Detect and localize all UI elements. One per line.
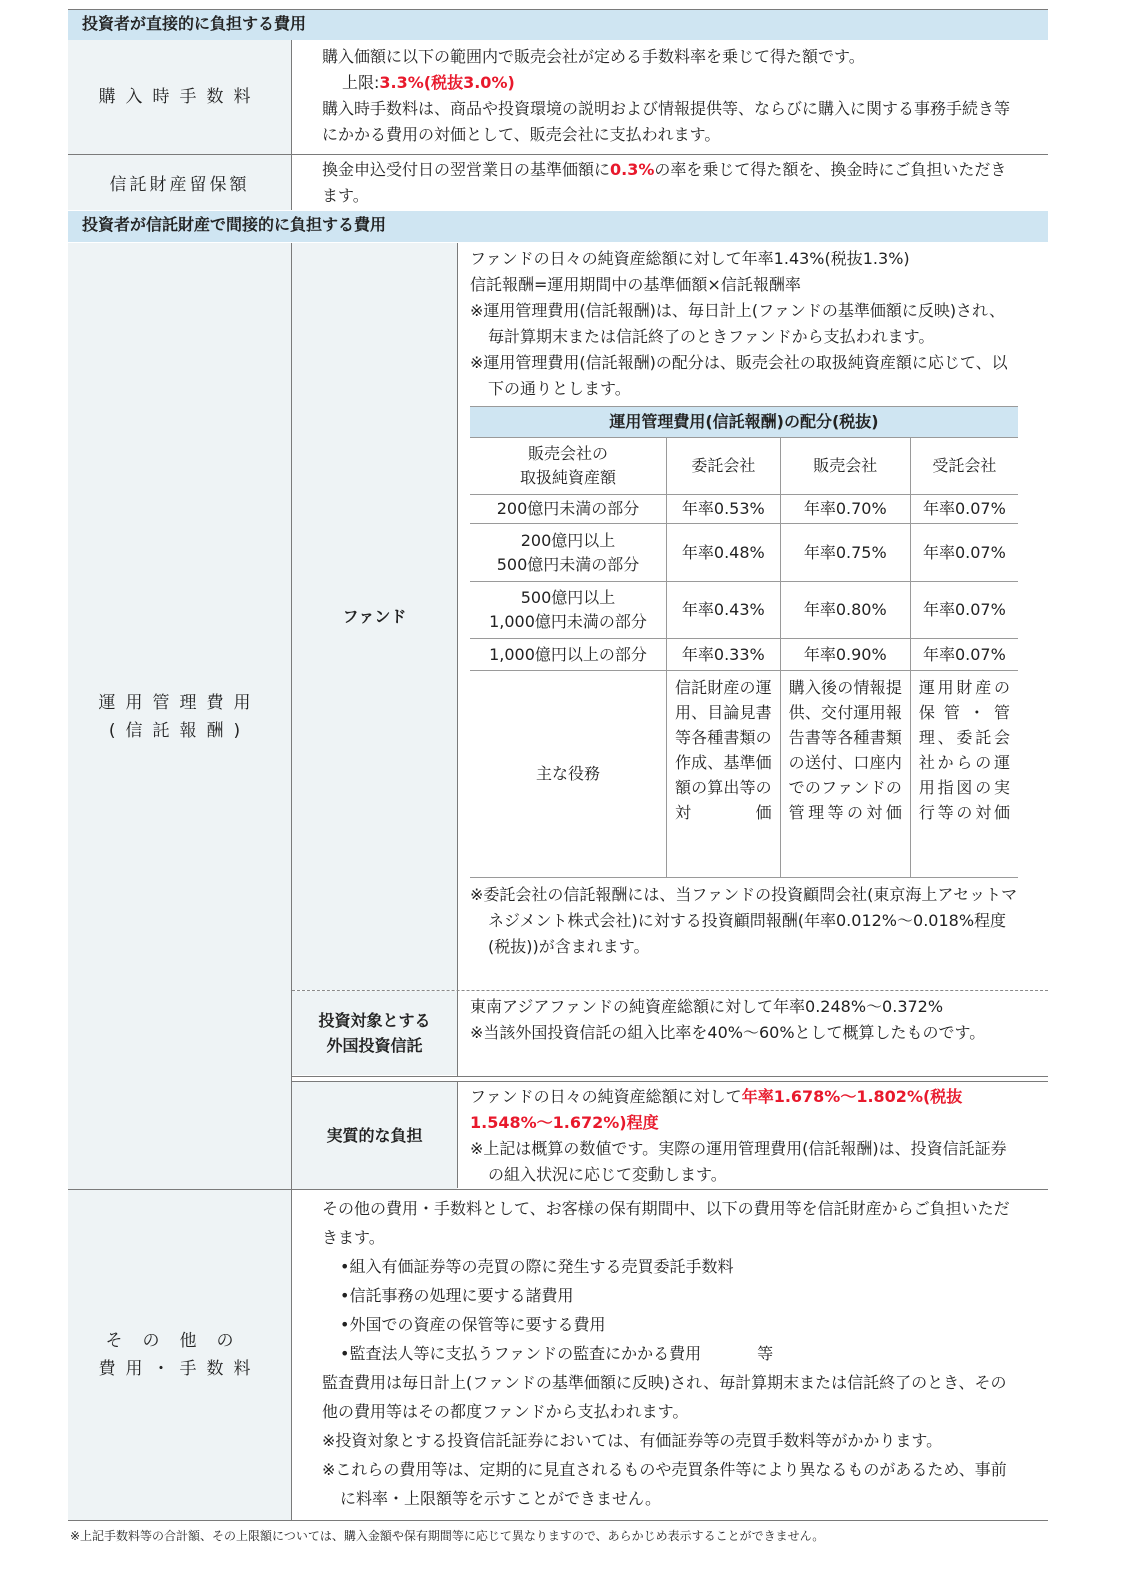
- retention-label: 信託財産留保額: [68, 155, 291, 210]
- limit-value: 3.3%(税抜3.0%): [379, 73, 515, 92]
- retention-text-b: の率を乗じて得た額を、換金時にご負担いただきます。: [322, 160, 1007, 205]
- table-row-label: 200億円未満の部分: [470, 495, 667, 524]
- table-row-label: 1,000億円以上の部分: [470, 639, 667, 671]
- table-row: [470, 524, 1018, 582]
- target-line1: 東南アジアファンドの純資産総額に対して年率0.248%〜0.372%: [470, 997, 944, 1016]
- purchase-fee-line1: 購入価額に以下の範囲内で販売会社が定める手数料率を乗じて得た額です。: [322, 47, 865, 66]
- fee-table-col2-header: 販売会社: [780, 438, 910, 495]
- col0-line1: 販売会社の: [527, 444, 608, 463]
- effective-line1-a: ファンドの日々の純資産総額に対して: [470, 1087, 742, 1106]
- row-label-line2: 1,000億円未満の部分: [489, 612, 647, 631]
- target-note: ※当該外国投資信託の組入比率を40%〜60%として概算したものです。: [470, 1023, 986, 1042]
- divider: [457, 243, 458, 1188]
- purchase-fee-line3: 購入時手数料は、商品や投資環境の説明および情報提供等、ならびに購入に関する事務手続き等にかかる費用の対価として、販売会社に支払われます。: [322, 99, 1011, 144]
- other-note2: ※これらの費用等は、定期的に見直されるものや売買条件等により異なるものがあるため、事前に料率・上限額等を示すことができません。: [322, 1460, 1007, 1508]
- table-cell: 年率0.90%: [780, 639, 910, 671]
- fund-line2: 信託報酬=運用期間中の基準価額×信託報酬率: [470, 275, 801, 294]
- bullet-item: •外国での資産の保管等に要する費用: [340, 1315, 606, 1334]
- table-cell: 年率0.70%: [780, 495, 910, 524]
- section2-header: 投資者が信託財産で間接的に負担する費用: [68, 211, 1048, 242]
- role-label: 主な役務: [470, 671, 667, 878]
- fund-note3: ※委託会社の信託報酬には、当ファンドの投資顧問会社(東京海上アセットマネジメント株式会社)に対する投資顧問報酬(年率0.012%〜0.018%程度(税抜))が含まれます。: [470, 885, 1018, 956]
- effective-content: [470, 1084, 1018, 1188]
- col0-line2: 取扱純資産額: [519, 468, 616, 487]
- retention-content: [322, 157, 1022, 209]
- fund-label: ファンド: [292, 243, 457, 990]
- row-label-line1: 200億円以上: [520, 530, 616, 550]
- table-cell: 年率0.07%: [910, 495, 1018, 524]
- other-fees-intro: その他の費用・手数料として、お客様の保有期間中、以下の費用等を信託財産からご負担いただきます。: [322, 1199, 1010, 1247]
- divider: [291, 40, 292, 154]
- table-cell: 年率0.80%: [780, 582, 910, 639]
- table-row: [470, 639, 1018, 671]
- retention-text-a: 換金申込受付日の翌営業日の基準価額に: [322, 160, 611, 179]
- purchase-fee-content: [322, 44, 1022, 148]
- target-label-line1: 投資対象とする: [318, 1011, 431, 1030]
- bullet-item-row: [322, 1339, 1022, 1368]
- other-fees-content: [322, 1194, 1022, 1513]
- table-row-label: [470, 524, 667, 582]
- table-row: [470, 495, 1018, 524]
- retention-text: [322, 157, 1022, 209]
- target-label-line2: 外国投資信託: [326, 1036, 423, 1055]
- fee-table-col0-header: [470, 438, 667, 495]
- management-fee-label-line1: 運用管理費用: [98, 692, 261, 713]
- target-label: [292, 991, 457, 1075]
- fee-table-col1-header: 委託会社: [667, 438, 781, 495]
- fund-content: [470, 246, 1018, 960]
- fee-allocation-table: [470, 406, 1018, 878]
- bullet-item: •信託事務の処理に要する諸費用: [340, 1286, 574, 1305]
- section1-header: 投資者が直接的に負担する費用: [68, 10, 1048, 40]
- footnote: ※上記手数料等の合計額、その上限額については、購入金額や保有期間等に応じて異なりますので、あらかじめ表示することができません。: [70, 1529, 825, 1543]
- other-note1: ※投資対象とする投資信託証券においては、有価証券等の売買手数料等がかかります。: [322, 1431, 943, 1450]
- audit-paragraph: 監査費用は毎日計上(ファンドの基準価額に反映)され、毎計算期末または信託終了のとき、その他の費用等はその都度ファンドから支払われます。: [322, 1373, 1007, 1421]
- management-fee-label-line2: (信託報酬): [108, 720, 251, 741]
- fund-note2: ※運用管理費用(信託報酬)の配分は、販売会社の取扱純資産額に応じて、以下の通りとします。: [470, 353, 1008, 398]
- role-trustee: 運用財産の保管・管理、委託会社からの運用指図の実行等の対価: [910, 671, 1018, 878]
- bullet-item: •組入有価証券等の売買の際に発生する売買委託手数料: [340, 1257, 734, 1276]
- bullet-item: •監査法人等に支払うファンドの監査にかかる費用: [340, 1344, 702, 1363]
- limit-prefix: 上限:: [342, 73, 380, 92]
- purchase-fee-limit: [322, 70, 1022, 96]
- table-cell: 年率0.07%: [910, 582, 1018, 639]
- table-cell: 年率0.53%: [667, 495, 781, 524]
- role-trustor: 信託財産の運用、目論見書等各種書類の作成、基準価額の算出等の対価: [667, 671, 781, 878]
- table-cell: 年率0.07%: [910, 639, 1018, 671]
- effective-rate: 年率1.678%〜1.802%(税抜1.548%〜1.672%)程度: [470, 1087, 963, 1132]
- fee-table-col3-header: 受託会社: [910, 438, 1018, 495]
- effective-line1: [470, 1084, 1018, 1136]
- table-cell: 年率0.75%: [780, 524, 910, 582]
- table-row: [470, 582, 1018, 639]
- bullet-suffix: 等: [757, 1344, 774, 1363]
- table-row-label: [470, 582, 667, 639]
- role-distributor: 購入後の情報提供、交付運用報告書等各種書類の送付、口座内でのファンドの管理等の対価: [780, 671, 910, 878]
- table-row: [470, 671, 1018, 878]
- divider: [291, 155, 292, 210]
- row-label-line1: 500億円以上: [520, 588, 616, 607]
- row-label-line2: 500億円未満の部分: [496, 554, 640, 574]
- effective-note: ※上記は概算の数値です。実際の運用管理費用(信託報酬)は、投資信託証券の組入状況に応じて変動します。: [470, 1139, 1007, 1184]
- fund-line1: ファンドの日々の純資産総額に対して年率1.43%(税抜1.3%): [470, 249, 910, 268]
- purchase-fee-label: 購入時手数料: [68, 40, 291, 154]
- table-cell: 年率0.07%: [910, 524, 1018, 582]
- table-cell: 年率0.33%: [667, 639, 781, 671]
- table-cell: 年率0.43%: [667, 582, 781, 639]
- fund-note1: ※運用管理費用(信託報酬)は、毎日計上(ファンドの基準価額に反映)され、毎計算期末または信託終了のときファンドから支払われます。: [470, 301, 1006, 346]
- fee-table-title: 運用管理費用(信託報酬)の配分(税抜): [470, 407, 1018, 438]
- retention-rate: 0.3%: [610, 160, 655, 179]
- other-fees-label-line2: 費用・手数料: [98, 1359, 261, 1379]
- table-cell: 年率0.48%: [667, 524, 781, 582]
- effective-label: 実質的な負担: [292, 1082, 457, 1189]
- frame-bottom: [68, 1520, 1048, 1521]
- management-fee-label: [68, 243, 291, 1190]
- other-fees-label: [68, 1190, 291, 1520]
- target-content: [470, 994, 1018, 1046]
- other-fees-label-line1: その他の: [105, 1331, 254, 1351]
